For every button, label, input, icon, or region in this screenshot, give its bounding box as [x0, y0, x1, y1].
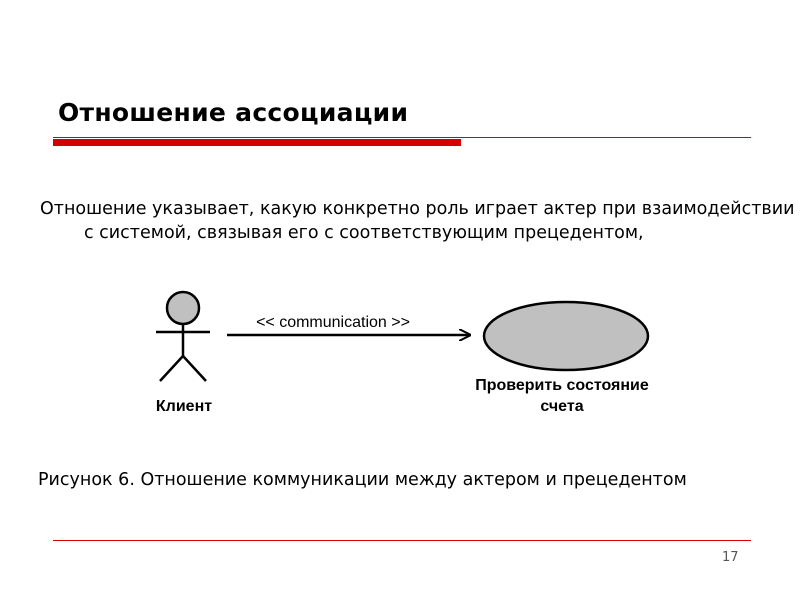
actor-label: Клиент [155, 398, 213, 415]
page-number: 17 [722, 550, 739, 565]
association-label: << communication >> [256, 314, 410, 331]
actor-head [167, 292, 199, 324]
use-case-label-line2: счета [540, 398, 584, 415]
use-case-ellipse [484, 302, 648, 370]
figure-caption: Рисунок 6. Отношение коммуникации между актером и прецедентом [38, 470, 687, 490]
footer-rule [53, 540, 751, 541]
body-text: Отношение указывает, какую конкретно роль играет актер при взаимодействии с системой, связывая его с соответствующим прецедентом, [40, 199, 795, 243]
actor-figure [156, 292, 210, 381]
actor-left-leg [160, 356, 183, 381]
actor-right-leg [183, 356, 206, 381]
use-case-label-line1: Проверить состояние [475, 377, 649, 394]
slide-title: Отношение ассоциации [58, 98, 409, 127]
